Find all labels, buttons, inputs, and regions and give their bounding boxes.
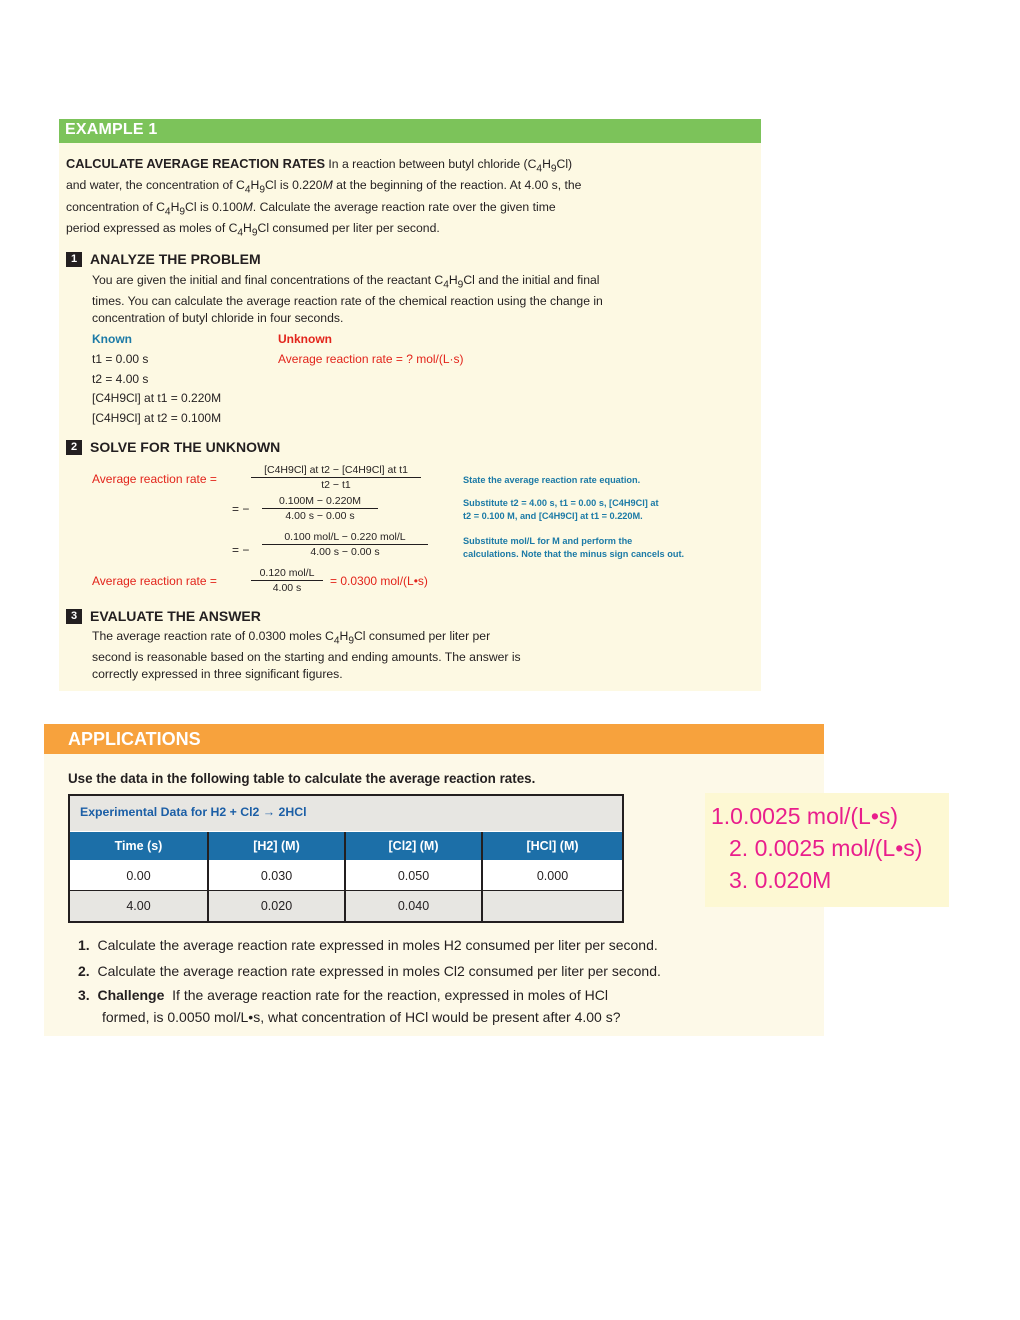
applications-header: APPLICATIONS <box>68 729 201 749</box>
answer-2: 2. 0.0025 mol/(L•s) <box>729 835 923 861</box>
unknown-value: Average reaction rate = ? mol/(L·s) <box>278 352 464 366</box>
known-item-t2: t2 = 4.00 s <box>92 371 149 386</box>
step2-number: 2 <box>66 440 82 455</box>
table-cell: 0.00 <box>126 869 151 883</box>
eq-lhs-1: Average reaction rate = <box>92 472 217 486</box>
table-header-cl2: [Cl2] (M) <box>346 832 481 860</box>
example-header: EXAMPLE 1 <box>65 121 158 138</box>
step3-heading <box>66 608 261 624</box>
question-2: 2. Calculate the average reaction rate expressed in moles Cl2 consumed per liter per second. <box>78 963 661 979</box>
step1-title: ANALYZE THE PROBLEM <box>90 251 261 267</box>
answer-3: 3. 0.020M <box>729 867 832 893</box>
step1-heading <box>66 251 261 267</box>
eq1-fraction: $\frac{\text{[C4H9Cl] at t2 − [C4H9Cl] at t1}}{t2 - t1}$ <box>251 464 421 491</box>
eq3-fraction: $\frac{\text{0.100 mol/L − 0.220 mol/L}}{4.00 s - 0.00 s}$ <box>262 531 428 558</box>
step1-number: 1 <box>66 252 82 267</box>
step3-title: EVALUATE THE ANSWER <box>90 608 261 624</box>
applications-header-bar <box>44 724 824 754</box>
known-item-t1: t1 = 0.00 s <box>92 352 149 366</box>
table-col-divider <box>207 832 209 921</box>
table-col-divider <box>481 832 483 921</box>
table-caption: Experimental Data for H2 + Cl2 → 2HCl <box>70 796 622 831</box>
table-cell: 0.020 <box>260 899 293 913</box>
step2-heading <box>66 439 280 455</box>
applications-instruction: Use the data in the following table to calculate the average reaction rates. <box>68 771 536 786</box>
table-cell: 0.000 <box>536 869 569 883</box>
eq-lhs-final: Average reaction rate = <box>92 574 217 588</box>
table-cell: 0.050 <box>397 869 430 883</box>
table-cell: 4.00 <box>126 899 151 913</box>
known-label: Known <box>92 332 132 346</box>
step3-text: The average reaction rate of 0.0300 moles $C_4H_9Cl$ consumed per liter per second is reasonable based on the starting and ending amounts. The answer is correctly expressed in three significant figures. <box>92 629 521 682</box>
eq-prefix-2: = − <box>232 502 250 516</box>
table-cell: 0.040 <box>397 899 430 913</box>
known-list <box>92 350 221 428</box>
challenge-label: Challenge <box>97 987 165 1003</box>
table-cell: 0.030 <box>260 869 293 883</box>
unknown-label: Unknown <box>278 332 332 346</box>
known-item-c2: [C4H9Cl] at t2 = 0.100M <box>92 410 222 425</box>
data-table <box>68 794 624 923</box>
note-state-equation: State the average reaction rate equation. <box>463 475 641 485</box>
step3-number: 3 <box>66 609 82 624</box>
answer-box <box>705 793 949 907</box>
example-intro <box>66 155 586 242</box>
eq2-fraction: $\frac{0.100M - 0.220M}{4.00 s - 0.00 s}$ <box>262 495 378 522</box>
question-1: 1. Calculate the average reaction rate expressed in moles H2 consumed per liter per second. <box>78 937 658 953</box>
intro-text: In a reaction between butyl chloride $(C_4H_9Cl)$ and water, the concentration of $C_4H_9Cl$ is 0.220M at the beginning of the reaction. At 4.00 s, the concentration of $C_4H_9Cl$ is 0.100M. Calculate the average reaction rate over the given time period expressed as moles of $C_4H_9Cl$ consumed per liter per second. <box>66 157 582 239</box>
example-title: CALCULATE AVERAGE REACTION RATES <box>66 156 326 171</box>
step2-title: SOLVE FOR THE UNKNOWN <box>90 439 281 455</box>
eq-prefix-3: = − <box>232 543 250 557</box>
table-header-h2: [H2] (M) <box>209 832 344 860</box>
note-substitute: Substitute t2 = 4.00 s, t1 = 0.00 s, [C4H9Cl] at t2 = 0.100 M, and [C4H9Cl] at t1 = 0.220M. <box>463 498 659 521</box>
example-header-bar <box>59 119 761 143</box>
known-item-c1: [C4H9Cl] at t1 = 0.220M <box>92 391 222 405</box>
table-cell <box>483 892 622 920</box>
eq-result: = 0.0300 mol/(L•s) <box>330 574 428 588</box>
answer-1: 1.0.0025 mol/(L•s) <box>711 803 899 829</box>
step1-text: You are given the initial and final concentrations of the reactant $C_4H_9Cl$ and the initial and final times. You can calculate the average reaction rate of the chemical reaction using the change in concentration of butyl chloride in four seconds. <box>92 273 603 326</box>
table-header-time: Time (s) <box>70 832 207 860</box>
table-col-divider <box>344 832 346 921</box>
eq4-fraction: $\frac{\text{0.120 mol/L}}{4.00 s}$ <box>251 567 323 594</box>
question-3: 3. Challenge If the average reaction rate for the reaction, expressed in moles of HCl formed, is 0.0050 mol/L•s, what concentration of HCl would be present after 4.00 s? <box>78 987 621 1025</box>
table-row-divider <box>70 890 622 891</box>
note-units: Substitute mol/L for M and perform the calculations. Note that the minus sign cancels out. <box>463 536 685 559</box>
table-header-hcl: [HCl] (M) <box>483 832 622 860</box>
